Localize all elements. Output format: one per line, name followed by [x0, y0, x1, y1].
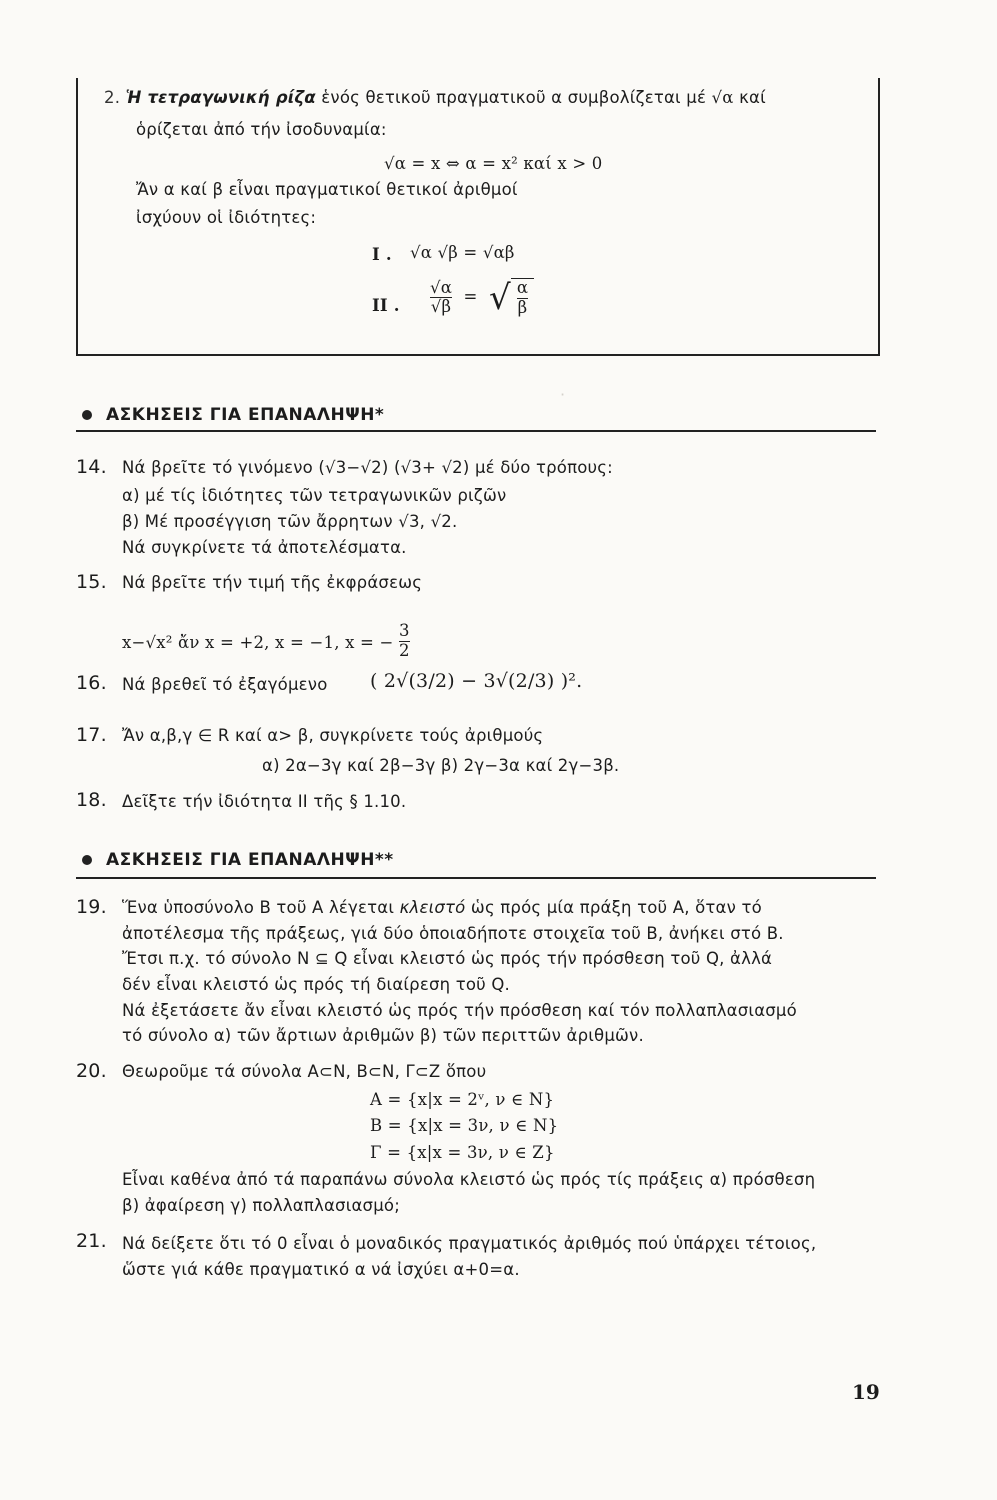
box-line-4: Ἄν α καί β εἶναι πραγματικοί θετικοί ἀριθμοί [136, 180, 518, 199]
exercise-20-number: 20. [76, 1060, 107, 1082]
exercise-19-line-6: τό σύνολο α) τῶν ἄρτιων ἀριθμῶν β) τῶν περιττῶν ἀριθμῶν. [122, 1026, 644, 1045]
property-2-label: II . [372, 296, 400, 315]
exercise-14-line-3: β) Μέ προσέγγιση τῶν ἄρρητων √3, √2. [122, 512, 458, 531]
exercise-21-line-2: ὥστε γιά κάθε πραγματικό α νά ἰσχύει α+0=α. [122, 1260, 520, 1279]
exercise-18-line-1: Δεῖξτε τήν ἰδιότητα II τῆς § 1.10. [122, 792, 407, 811]
section-rule [76, 877, 876, 879]
exercise-17-number: 17. [76, 724, 107, 746]
numerator: √α [430, 277, 453, 297]
exercise-17-line-2: α) 2α−3γ καί 2β−3γ β) 2γ−3α καί 2γ−3β. [262, 756, 620, 775]
numerator: 3 [399, 621, 410, 640]
numerator: α [516, 278, 529, 297]
term-highlight: Ἡ τετραγωνική ρίζα [125, 88, 316, 107]
radical-sign: √ [489, 277, 511, 318]
page-number: 19 [852, 1380, 880, 1404]
denominator: β [517, 297, 528, 317]
text: Ἕνα ὑποσύνολο Β τοῦ Α λέγεται [122, 898, 395, 917]
term-italic: κλειστό [399, 898, 466, 917]
box-equivalence: √α = x ⇔ α = x² καί x > 0 [384, 154, 603, 173]
exercise-20-set-B: B = {x|x = 3ν, ν ∈ N} [370, 1116, 559, 1135]
exercise-16-expression: ( 2√(3/2) − 3√(2/3) )². [370, 670, 583, 692]
exercise-15-line-1: Νά βρεῖτε τήν τιμή τῆς ἐκφράσεως [122, 573, 423, 592]
exercise-20-line-3: β) ἀφαίρεση γ) πολλαπλασιασμό; [122, 1196, 400, 1215]
exercise-19-line-5: Νά ἐξετάσετε ἄν εἶναι κλειστό ὡς πρός τήν πρόσθεση καί τόν πολλαπλασιασμό [122, 1001, 797, 1020]
exercise-19-line-2: ἀποτέλεσμα τῆς πράξεως, γιά δύο ὁποιαδήποτε στοιχεῖα τοῦ Β, ἀνήκει στό Β. [122, 924, 784, 943]
text: ἑνός θετικοῦ πραγματικοῦ α συμβολίζεται μέ [321, 88, 707, 107]
exercise-18-number: 18. [76, 789, 107, 811]
exercise-16-line-1: Νά βρεθεῖ τό ἐξαγόμενο [122, 675, 328, 694]
exercise-14-line-2: α) μέ τίς ἰδιότητες τῶν τετραγωνικῶν ριζῶν [122, 486, 507, 505]
section-heading-2 [82, 850, 394, 870]
math: √α [711, 88, 734, 107]
exercise-15-number: 15. [76, 571, 107, 593]
exercise-14-line-4: Νά συγκρίνετε τά ἀποτελέσματα. [122, 538, 407, 557]
heading-text: ΑΣΚΗΣΕΙΣ ΓΙΑ ΕΠΑΝΑΛΗΨΗ* [106, 405, 385, 425]
exercise-17-line-1: Ἄν α,β,γ ∈ R καί α> β, συγκρίνετε τούς ἀριθμούς [122, 726, 544, 745]
fraction [399, 622, 410, 661]
exercise-15-line-2 [122, 622, 410, 661]
box-line-5: ἰσχύουν οἱ ἰδιότητες: [136, 208, 317, 227]
section-rule [76, 430, 876, 432]
box-line-1 [104, 90, 766, 107]
equals: = [463, 287, 478, 307]
fraction [430, 279, 452, 318]
exercise-20-set-G: Γ = {x|x = 3ν, ν ∈ Z} [370, 1143, 555, 1162]
exercise-16-number: 16. [76, 672, 107, 694]
item-number: 2. [104, 88, 121, 107]
exercise-21-number: 21. [76, 1230, 107, 1252]
expression: x−√x² ἄν x = +2, x = −1, x = − [122, 632, 394, 652]
box-line-2: ὁρίζεται ἀπό τήν ἰσοδυναμία: [136, 120, 387, 139]
exercise-19-line-3: Ἔτσι π.χ. τό σύνολο N ⊆ Q εἶναι κλειστό ὡς πρός τήν πρόσθεση τοῦ Q, ἀλλά [122, 949, 773, 968]
text: καί [739, 88, 766, 107]
exercise-20-set-A: A = {x|x = 2ᵛ, ν ∈ N} [370, 1090, 555, 1109]
heading-text: ΑΣΚΗΣΕΙΣ ΓΙΑ ΕΠΑΝΑΛΗΨΗ** [106, 850, 394, 870]
bullet-icon [82, 410, 92, 420]
bleed-through-text: · [560, 385, 566, 404]
exercise-20-line-2: Εἶναι καθένα ἀπό τά παραπάνω σύνολα κλειστό ὡς πρός τίς πράξεις α) πρόσθεση [122, 1170, 816, 1189]
denominator: 2 [399, 640, 410, 660]
property-1-label: I . [372, 245, 392, 264]
exercise-19-line-4: δέν εἶναι κλειστό ὡς πρός τή διαίρεση τοῦ Q. [122, 975, 510, 994]
fraction [511, 278, 534, 318]
exercise-19-line-1 [122, 900, 762, 917]
bullet-icon [82, 855, 92, 865]
text: ὡς πρός μία πράξη τοῦ Α, ὅταν τό [470, 898, 762, 917]
exercise-20-line-1: Θεωροῦμε τά σύνολα A⊂N, B⊂N, Γ⊂Z ὅπου [122, 1062, 487, 1081]
section-heading-1 [82, 405, 384, 425]
property-2 [430, 278, 534, 318]
exercise-14-number: 14. [76, 456, 107, 478]
exercise-14-line-1: Νά βρεῖτε τό γινόμενο (√3−√2) (√3+ √2) μέ δύο τρόπους: [122, 458, 613, 477]
denominator: √β [430, 297, 452, 317]
property-1: √α √β = √αβ [410, 243, 515, 262]
exercise-21-line-1: Νά δείξετε ὅτι τό 0 εἶναι ὁ μοναδικός πραγματικός ἀριθμός πού ὑπάρχει τέτοιος, [122, 1234, 817, 1253]
exercise-19-number: 19. [76, 896, 107, 918]
